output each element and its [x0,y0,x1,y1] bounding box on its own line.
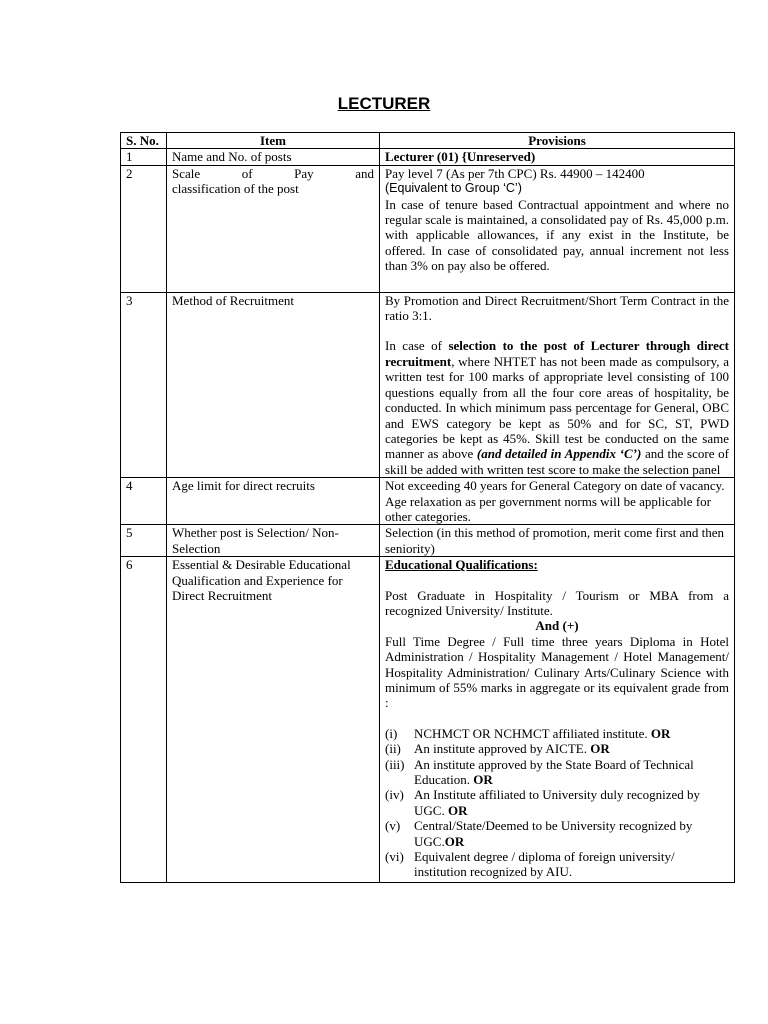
direct-recruitment-text: In case of selection to the post of Lecturer through direct recruitment, where NHTET has not been made as compulsory, a written test for 100 marks of appropriate level consisting of 100 questions equally from all the four core areas of hospitality, be conducted. In which minimum pass percentage for General, OBC and EWS category be kept as 50% and for SC, ST, PWD categories be kept as 45%. Skill test be conducted on the same manner as above (and detailed in Appendix ‘C’) and the score of skill be added with written test score to make the selection panel [385,338,729,477]
header-provisions: Provisions [380,133,735,149]
row-item: Essential & Desirable Educational Qualification and Experience for Direct Recruitment [167,557,380,883]
row-item: Whether post is Selection/ Non-Selection [167,525,380,557]
recruitment-method: By Promotion and Direct Recruitment/Short Term Contract in the ratio 3:1. [385,292,729,324]
item-line-1: Scale of Pay and [172,165,374,181]
page-title: LECTURER [337,94,431,113]
row-provision: Lecturer (01) {Unreserved) [380,149,735,165]
consolidated-pay: In case of tenure based Contractual appointment and where no regular scale is maintained, a consolidated pay of Rs. 45,000 p.m. with applicable allowances, if any exist in the Institute, be offered. In case of consolidated pay, annual increment not less than 3% on pay also be offered. [385,196,729,274]
row-provision [380,165,735,292]
row-provision [380,478,735,525]
list-item: (v) Central/State/Deemed to be University recognized by UGC.OR [385,818,693,849]
row-item [167,165,380,292]
list-item: (iii) An institute approved by the State Board of Technical Education. OR [385,756,694,788]
institution-list [385,726,729,880]
age-relaxation: Age relaxation as per government norms will be applicable for other categories. [385,493,711,524]
equivalent-group: (Equivalent to Group ‘C’) [385,181,522,196]
list-item: (vi) Equivalent degree / diploma of foreign university/ institution recognized by AIU. [385,849,675,880]
row-item: Method of Recruitment [167,292,380,477]
row-sno: 5 [121,525,167,557]
provisions-table [120,132,735,883]
row-sno: 2 [121,165,167,292]
degree-qualification: Full Time Degree / Full time three years Diploma in Hotel Administration / Hospitality Management / Hotel Management/ Hospitality Administration/ Culinary Arts/Culinary Science with minimum of 55% marks in aggregate or its equivalent grade from : [385,633,729,711]
table-row [121,165,735,292]
pay-level: Pay level 7 (As per 7th CPC) Rs. 44900 – 142400 [385,165,645,181]
pg-qualification: Post Graduate in Hospitality / Tourism or MBA from a recognized University/ Institute. [385,587,729,618]
row-provision: Selection (in this method of promotion, merit come first and then seniority) [380,525,735,557]
row-item: Age limit for direct recruits [167,478,380,525]
table-row [121,478,735,525]
item-line-2: classification of the post [172,181,299,197]
row-provision [380,292,735,477]
header-sno: S. No. [121,133,167,149]
list-item: (ii) An institute approved by AICTE. OR [385,741,610,757]
row-item: Name and No. of posts [167,149,380,165]
and-plus: And (+) [535,618,579,634]
row-sno: 6 [121,557,167,883]
row-sno: 4 [121,478,167,525]
table-row [121,292,735,477]
age-limit: Not exceeding 40 years for General Category on date of vacancy. [385,478,725,494]
row-provision [380,557,735,883]
table-row [121,525,735,557]
table-row [121,149,735,165]
row-sno: 3 [121,292,167,477]
header-item: Item [167,133,380,149]
row-sno: 1 [121,149,167,165]
list-item: (iv) An Institute affiliated to University duly recognized by UGC. OR [385,787,701,818]
header-row [121,133,735,149]
list-item: (i) NCHMCT OR NCHMCT affiliated institute. OR [385,725,671,741]
table-row [121,557,735,883]
edu-heading: Educational Qualifications: [385,557,538,573]
